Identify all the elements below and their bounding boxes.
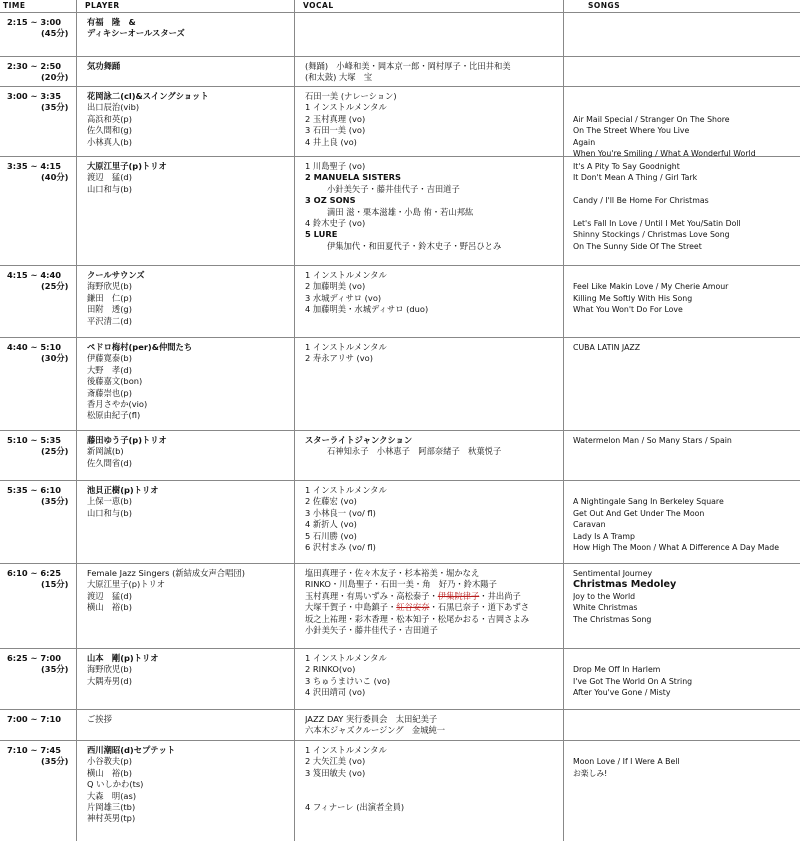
member-name: 横山 裕(b): [87, 767, 132, 778]
vocal-line: 4 新折人 (vo): [305, 519, 357, 530]
song-line: [573, 207, 798, 218]
member-name: 佐久間和(g): [87, 125, 132, 136]
vocal-line: 六本木ジャズクルージング 金城純一: [305, 725, 446, 736]
time-range: 3:00 ~ 3:35: [7, 91, 62, 101]
song-line: [573, 102, 798, 113]
vocal-line: 3 OZ SONS: [305, 195, 356, 206]
vocal-line: 小針美矢子・藤井佳代子・吉田道子: [305, 624, 438, 635]
player-cell: [87, 270, 287, 327]
table-row: [0, 649, 800, 710]
member-name: Q いしかわ(ts): [87, 779, 144, 790]
band-name: クールサウンズ: [87, 270, 145, 280]
member-name: 渡辺 猛(d): [87, 172, 132, 183]
player-cell: [87, 745, 287, 825]
songs-cell: [573, 568, 798, 625]
vocal-line: 満田 滋・栗本滋雄・小島 侑・若山邦紘: [327, 206, 474, 217]
song-line: [573, 745, 798, 756]
vocal-line: [305, 791, 559, 802]
songs-cell: [573, 435, 798, 446]
duration: (35分): [41, 664, 69, 675]
time-range: 6:25 ~ 7:00: [7, 653, 62, 663]
song-line: It Don't Mean A Thing / Girl Tark: [573, 173, 698, 183]
duration: (35分): [41, 756, 69, 767]
songs-cell: [573, 270, 798, 316]
member-name: 香月さやか(vio): [87, 398, 148, 409]
vocal-cell: [305, 342, 559, 365]
band-name: ディキシーオールスターズ: [87, 28, 185, 39]
member-name: 大野 孝(d): [87, 364, 132, 375]
vocal-line: 3 石田一美 (vo): [305, 125, 366, 136]
song-line: [573, 653, 798, 664]
vocal-line: 石田一美 (ナレーション): [305, 91, 397, 101]
vocal-line: [305, 779, 559, 790]
time-range: 3:35 ~ 4:15: [7, 161, 62, 171]
table-row: [0, 741, 800, 841]
table-header: [0, 0, 800, 12]
vocal-line: 小針美矢子・藤井佳代子・吉田道子: [327, 183, 460, 194]
song-line: On The Sunny Side Of The Street: [573, 241, 702, 251]
vocal-line: (舞踊) 小峰和美・岡本京一郎・岡村厚子・比田井和美: [305, 61, 511, 71]
song-line: Sentimental Journey: [573, 569, 653, 578]
time-range: 2:15 ~ 3:00: [7, 17, 62, 27]
time-cell: [7, 270, 73, 293]
band-name: 西川潮昭(d)セプテット: [87, 745, 176, 755]
member-name: 渡辺 猛(d): [87, 590, 132, 601]
header-time: TIME: [3, 1, 26, 10]
song-line: When You're Smiling / What A Wonderful World: [573, 148, 756, 158]
duration: (15分): [41, 579, 69, 590]
time-cell: [7, 91, 73, 114]
vocal-line: 4 加藤明美・水城ディサロ (duo): [305, 304, 429, 315]
band-name: 山本 剛(p)トリオ: [87, 653, 159, 663]
song-line: It's A Pity To Say Goodnight: [573, 162, 680, 171]
vocal-cell: [305, 485, 559, 553]
table-row: [0, 338, 800, 431]
table-row: [0, 57, 800, 87]
vocal-line: 4 井上良 (vo): [305, 136, 357, 147]
time-cell: [7, 17, 73, 40]
table-row: [0, 710, 800, 741]
song-line: How High The Moon / What A Difference A Day Made: [573, 542, 780, 552]
song-line: White Christmas: [573, 603, 638, 613]
vocal-line: 伊集加代・和田夏代子・鈴木史子・野呂ひとみ: [327, 240, 502, 251]
band-name: Female Jazz Singers (新結成女声合唱団): [87, 568, 245, 578]
duration: (25分): [41, 281, 69, 292]
vocal-line: 石神知永子 小林恵子 阿部奈緒子 秋葉悦子: [327, 446, 502, 457]
member-name: 田附 透(g): [87, 304, 132, 315]
vocal-cell: [305, 270, 559, 316]
duration: (25分): [41, 446, 69, 457]
table-row: [0, 157, 800, 266]
duration: (35分): [41, 496, 69, 507]
song-line: Air Mail Special / Stranger On The Shore: [573, 114, 730, 124]
time-range: 4:15 ~ 4:40: [7, 270, 62, 280]
song-line: Feel Like Makin Love / My Cherie Amour: [573, 282, 729, 292]
songs-cell: [573, 91, 798, 159]
vocal-line: 2 玉村真理 (vo): [305, 113, 366, 124]
singer-names: ・石黒巳奈子・道下あずさ: [429, 602, 530, 613]
table-row: [0, 87, 800, 157]
vocal-line: [305, 602, 559, 613]
vocal-line: 2 RINKO(vo): [305, 664, 356, 675]
song-line: What You Won't Do For Love: [573, 305, 683, 315]
time-cell: [7, 568, 73, 591]
player-cell: [87, 342, 287, 422]
song-line: I've Got The World On A String: [573, 676, 693, 686]
vocal-cell: [305, 714, 559, 737]
song-line: [573, 485, 798, 496]
vocal-line: 1 インストルメンタル: [305, 745, 387, 755]
vocal-line: 4 沢田靖司 (vo): [305, 687, 366, 698]
member-name: 新岡誠(b): [87, 446, 124, 457]
table-row: [0, 266, 800, 338]
band-name: 有福 隆 &: [87, 17, 136, 27]
time-cell: [7, 653, 73, 676]
song-line: A Nightingale Sang In Berkeley Square: [573, 497, 724, 507]
song-line: On The Street Where You Live: [573, 126, 690, 136]
time-cell: [7, 161, 73, 184]
player-cell: [87, 714, 287, 725]
header-vocal: VOCAL: [303, 1, 334, 10]
vocal-line: 5 LURE: [305, 229, 338, 240]
singer-names: 玉村真理・有馬いずみ・高松泰子・: [305, 590, 438, 601]
member-name: 海野欣児(b): [87, 281, 132, 292]
struck-name: 伊集院律子: [437, 590, 480, 601]
vocal-cell: [305, 745, 559, 813]
vocal-line: 4 鈴木史子 (vo): [305, 217, 366, 228]
vocal-line: 6 沢村まみ (vo/ fl): [305, 541, 376, 552]
vocal-line: 3 水城ディサロ (vo): [305, 292, 382, 303]
song-line: [573, 270, 798, 281]
time-range: 2:30 ~ 2:50: [7, 61, 62, 71]
song-line: Caravan: [573, 520, 606, 530]
player-cell: [87, 485, 287, 519]
vocal-line: 2 大矢江美 (vo): [305, 756, 366, 767]
member-name: 大森 明(as): [87, 790, 137, 801]
player-cell: [87, 17, 287, 40]
song-line: [573, 184, 798, 195]
song-line: [573, 91, 798, 102]
songs-cell: [573, 745, 798, 779]
member-name: 小谷教夫(p): [87, 756, 132, 767]
singer-names: ・井出尚子: [479, 590, 521, 601]
band-name: 大原江里子(p)トリオ: [87, 161, 167, 171]
vocal-line: 1 インストルメンタル: [305, 102, 387, 113]
songs-cell: [573, 161, 798, 252]
time-cell: [7, 745, 73, 768]
song-line: The Christmas Song: [573, 614, 652, 624]
member-name: 上保一恵(b): [87, 496, 132, 507]
time-cell: [7, 61, 73, 84]
vocal-cell: [305, 653, 559, 699]
time-cell: [7, 435, 73, 458]
member-name: 佐久間省(d): [87, 457, 132, 468]
vocal-line: [305, 591, 559, 602]
member-name: 横山 裕(b): [87, 602, 132, 613]
vocal-line: 坂之上祐理・彩木香理・松本知子・松尾かおる・吉岡さよみ: [305, 613, 530, 624]
song-line: Drop Me Off In Harlem: [573, 665, 661, 675]
member-name: 海野欣児(b): [87, 664, 132, 675]
vocal-line: 2 加藤明美 (vo): [305, 281, 366, 292]
vocal-cell: [305, 91, 559, 148]
vocal-line: 塩田真理子・佐々木友子・杉本裕美・堀かなえ: [305, 568, 480, 578]
song-line: お楽しみ!: [573, 768, 608, 778]
vocal-line: RINKO・川島聖子・石田一美・角 好乃・鈴木陽子: [305, 579, 497, 590]
song-line: Moon Love / If I Were A Bell: [573, 757, 680, 767]
vocal-line: スターライトジャンクション: [305, 435, 413, 445]
time-range: 5:35 ~ 6:10: [7, 485, 62, 495]
songs-cell: [573, 485, 798, 553]
header-player: PLAYER: [85, 1, 120, 10]
songs-cell: [573, 342, 798, 353]
duration: (30分): [41, 353, 69, 364]
vocal-line: 4 フィナーレ (出演者全員): [305, 801, 405, 812]
band-name: 花岡詠二(cl)&スイングショット: [87, 91, 209, 101]
vocal-line: 3 小林良一 (vo/ fl): [305, 507, 376, 518]
vocal-line: 2 佐藤宏 (vo): [305, 496, 357, 507]
vocal-line: JAZZ DAY 実行委員会 太田紀美子: [305, 714, 438, 724]
song-line: Let's Fall In Love / Until I Met You/Satin Doll: [573, 218, 741, 228]
player-cell: [87, 161, 287, 195]
vocal-line: 1 インストルメンタル: [305, 270, 387, 280]
vocal-line: 2 寿永アリサ (vo): [305, 353, 374, 364]
player-cell: [87, 653, 287, 687]
song-line: Again: [573, 137, 596, 147]
player-cell: [87, 91, 287, 148]
time-cell: [7, 485, 73, 508]
table-row: [0, 564, 800, 649]
duration: (45分): [41, 28, 69, 39]
song-line: Watermelon Man / So Many Stars / Spain: [573, 436, 732, 445]
vocal-line: 1 川島聖子 (vo): [305, 161, 366, 171]
time-range: 4:40 ~ 5:10: [7, 342, 62, 352]
member-name: 後藤嘉文(bon): [87, 376, 143, 387]
time-cell: [7, 342, 73, 365]
member-name: 神村英男(tp): [87, 813, 136, 824]
member-name: 鎌田 仁(p): [87, 292, 132, 303]
song-line: Killing Me Softly With His Song: [573, 293, 693, 303]
time-range: 7:10 ~ 7:45: [7, 745, 62, 755]
song-line: Lady Is A Tramp: [573, 531, 635, 541]
band-name: 藤田ゆう子(p)トリオ: [87, 435, 167, 445]
member-name: 大隅寿男(d): [87, 675, 132, 686]
time-cell: [7, 714, 73, 725]
table-row: [0, 12, 800, 57]
vocal-cell: [305, 161, 559, 252]
vocal-line: (和太鼓) 大塚 宝: [305, 72, 373, 83]
vocal-cell: [305, 61, 559, 84]
player-cell: [87, 568, 287, 614]
vocal-line: 1 インストルメンタル: [305, 342, 387, 352]
member-name: 大原江里子(p)トリオ: [87, 579, 166, 590]
song-line: Joy to the World: [573, 591, 636, 601]
songs-cell: [573, 653, 798, 699]
player-cell: [87, 61, 287, 72]
member-name: 伊藤寛泰(b): [87, 353, 132, 364]
song-line: Candy / I'll Be Home For Christmas: [573, 196, 709, 206]
member-name: 山口和与(b): [87, 183, 132, 194]
song-line: Shinny Stockings / Christmas Love Song: [573, 230, 730, 240]
member-name: 出口辰治(vib): [87, 102, 140, 113]
singer-names: 大塚千賀子・中島鎮子・: [305, 602, 397, 613]
song-line: Get Out And Get Under The Moon: [573, 508, 705, 518]
header-songs: SONGS: [588, 1, 621, 10]
band-name: 池貝正樹(p)トリオ: [87, 485, 159, 495]
duration: (20分): [41, 72, 69, 83]
vocal-cell: [305, 568, 559, 636]
vocal-line: 3 ちゅうまけいこ (vo): [305, 675, 391, 686]
member-name: 小林真人(b): [87, 136, 132, 147]
duration: (35分): [41, 102, 69, 113]
vocal-cell: [305, 435, 559, 458]
song-line: Christmas Medoley: [573, 579, 677, 591]
table-row: [0, 431, 800, 481]
duration: (40分): [41, 172, 69, 183]
vocal-line: 5 石川勝 (vo): [305, 530, 357, 541]
band-name: ご挨拶: [87, 714, 112, 724]
vocal-line: 3 笈田敏夫 (vo): [305, 767, 366, 778]
vocal-line: 1 インストルメンタル: [305, 653, 387, 663]
table-row: [0, 481, 800, 564]
time-range: 5:10 ~ 5:35: [7, 435, 62, 445]
member-name: 山口和与(b): [87, 507, 132, 518]
member-name: 斎藤崇也(p): [87, 387, 132, 398]
time-range: 7:00 ~ 7:10: [7, 714, 62, 724]
band-name: ペドロ梅村(per)&仲間たち: [87, 342, 193, 352]
member-name: 片岡雄三(tb): [87, 801, 136, 812]
time-range: 6:10 ~ 6:25: [7, 568, 62, 578]
vocal-line: 2 MANUELA SISTERS: [305, 172, 402, 183]
member-name: 平沢清二(d): [87, 315, 132, 326]
song-line: CUBA LATIN JAZZ: [573, 343, 641, 352]
member-name: 松原由紀子(fl): [87, 410, 141, 421]
struck-name: 紅谷安奈: [396, 602, 430, 613]
member-name: 高浜和英(p): [87, 113, 132, 124]
player-cell: [87, 435, 287, 469]
vocal-line: 1 インストルメンタル: [305, 485, 387, 495]
band-name: 気功舞踊: [87, 61, 121, 71]
song-line: After You've Gone / Misty: [573, 688, 671, 698]
